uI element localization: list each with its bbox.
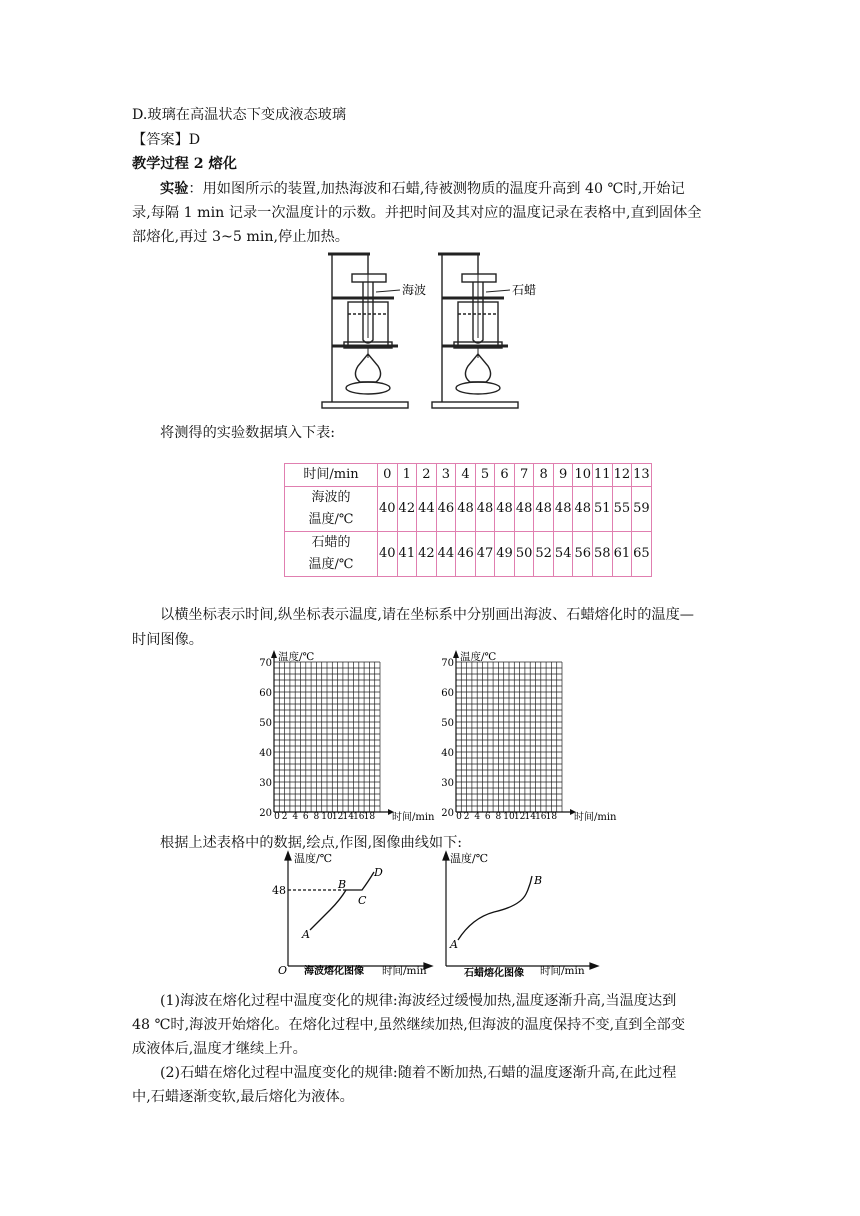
haibo-point-b: B [338, 878, 347, 891]
grid-shila-xtick: 16 [535, 812, 547, 822]
time-cell: 7 [514, 464, 534, 487]
graph-instruction-line-2: 时间图像。 [132, 632, 203, 648]
time-cell: 5 [475, 464, 495, 487]
conclusion-1-line-1: (1)海波在熔化过程中温度变化的规律:海波经过缓慢加热,温度逐渐升高,当温度达到 [160, 993, 677, 1009]
experiment-label: 实验 [160, 181, 189, 197]
grid-haibo-ytick: 30 [259, 778, 272, 789]
haibo-graph-48: 48 [272, 884, 286, 897]
section-heading: 教学过程 2 熔化 [132, 156, 237, 172]
grid-haibo-xtick: 16 [353, 812, 365, 822]
conclusion-1-line-2: 48 ℃时,海波开始熔化。在熔化过程中,虽然继续加热,但海波的温度保持不变,直到全部变 [132, 1017, 686, 1033]
conclusion-1-line-3: 成液体后,温度才继续上升。 [132, 1041, 307, 1057]
shila-melting-graph [436, 848, 608, 978]
haibo-graph-caption: 海波熔化图像 [304, 966, 364, 977]
experiment-paragraph-line-3: 部熔化,再过 3~5 min,停止加热。 [132, 229, 349, 245]
haibo-melting-graph [270, 848, 440, 978]
shila-cell: 44 [436, 532, 456, 577]
shila-cell: 54 [553, 532, 573, 577]
shila-cell: 42 [417, 532, 437, 577]
shila-cell: 50 [514, 532, 534, 577]
time-header: 时间/min [285, 464, 378, 487]
grid-shila-xtick: 0 [456, 812, 462, 822]
conclusion-2-line-2: 中,石蜡逐渐变软,最后熔化为液体。 [132, 1089, 354, 1105]
curves-intro: 根据上述表格中的数据,绘点,作图,图像曲线如下: [160, 835, 463, 851]
haibo-point-a: A [302, 928, 310, 941]
haibo-cell: 48 [573, 487, 593, 532]
grid-haibo-xtick: 18 [363, 812, 376, 822]
shila-cell: 56 [573, 532, 593, 577]
grid-shila-xlabel: 时间/min [574, 812, 617, 823]
grid-haibo-ytick: 50 [259, 718, 272, 729]
time-cell: 0 [378, 464, 398, 487]
label-haibo: 海波 [402, 283, 427, 297]
experiment-paragraph-line-2: 录,每隔 1 min 记录一次温度计的示数。并把时间及其对应的温度记录在表格中,直到固体全 [132, 205, 702, 221]
shila-cell: 46 [456, 532, 476, 577]
time-cell: 4 [456, 464, 476, 487]
haibo-point-c: C [358, 894, 367, 907]
grid-haibo-ytick: 70 [259, 658, 272, 669]
time-cell: 13 [632, 464, 652, 487]
time-cell: 6 [495, 464, 515, 487]
time-cell: 8 [534, 464, 554, 487]
grid-shila-xtick: 8 [495, 812, 502, 822]
grid-haibo-xtick: 8 [313, 812, 320, 822]
grid-haibo-xtick: 10 [321, 812, 333, 822]
haibo-cell: 48 [534, 487, 554, 532]
time-cell: 12 [612, 464, 632, 487]
shila-cell: 58 [593, 532, 613, 577]
shila-cell: 47 [475, 532, 495, 577]
option-d-text: D.玻璃在高温状态下变成液态玻璃 [132, 107, 347, 123]
shila-graph-caption: 石蜡熔化图像 [464, 968, 524, 979]
empty-grid-shila [428, 646, 617, 826]
time-cell: 10 [573, 464, 593, 487]
grid-haibo-xtick: 2 [281, 812, 288, 822]
grid-shila-ytick: 40 [441, 748, 454, 759]
haibo-cell: 48 [456, 487, 476, 532]
shila-cell: 52 [534, 532, 554, 577]
haibo-cell: 48 [553, 487, 573, 532]
shila-graph-xlabel: 时间/min [540, 965, 585, 977]
haibo-cell: 42 [397, 487, 417, 532]
shila-point-b: B [534, 874, 543, 887]
shila-header-line-1: 石蜡的 [311, 535, 351, 550]
shila-cell: 61 [612, 532, 632, 577]
time-cell: 2 [417, 464, 437, 487]
haibo-header [285, 487, 378, 532]
experiment-text: ：用如图所示的装置,加热海波和石蜡,待被测物质的温度升高到 40 ℃时,开始记 [188, 181, 685, 197]
grid-shila-ytick: 30 [441, 778, 454, 789]
haibo-graph-origin: O [278, 964, 288, 977]
time-cell: 1 [397, 464, 417, 487]
grid-haibo-ytick: 20 [259, 808, 272, 819]
grid-haibo-ytick: 40 [259, 748, 272, 759]
grid-shila-xtick: 6 [484, 812, 491, 822]
grid-haibo-ylabel: 温度/℃ [278, 651, 315, 663]
apparatus-figure [318, 248, 540, 412]
haibo-cell: 55 [612, 487, 632, 532]
grid-shila-ytick: 70 [441, 658, 454, 669]
haibo-cell: 46 [436, 487, 456, 532]
grid-shila-xtick: 10 [503, 812, 515, 822]
experiment-paragraph-line-1 [160, 178, 685, 198]
grid-shila-xtick: 2 [463, 812, 470, 822]
haibo-header-line-1: 海波的 [311, 490, 351, 505]
grid-haibo-ytick: 60 [259, 688, 272, 699]
time-cell: 3 [436, 464, 456, 487]
grid-shila-xtick: 14 [524, 812, 536, 822]
grid-shila-ytick: 60 [441, 688, 454, 699]
conclusion-2-line-1: (2)石蜡在熔化过程中温度变化的规律:随着不断加热,石蜡的温度逐渐升高,在此过程 [160, 1065, 677, 1081]
haibo-graph-ylabel: 温度/℃ [294, 852, 333, 865]
haibo-graph-xlabel: 时间/min [382, 965, 427, 977]
shila-graph-ylabel: 温度/℃ [450, 852, 489, 865]
grid-shila-xtick: 18 [545, 812, 558, 822]
time-cell: 9 [553, 464, 573, 487]
grid-haibo-xtick: 4 [292, 812, 299, 822]
shila-point-a: A [450, 938, 458, 951]
grid-shila-xtick: 12 [513, 812, 526, 822]
label-shila: 石蜡 [512, 283, 537, 297]
shila-header-line-2: 温度/℃ [308, 557, 354, 572]
grid-haibo-xtick: 6 [302, 812, 309, 822]
haibo-point-d: D [374, 866, 383, 879]
grid-shila-ylabel: 温度/℃ [460, 651, 497, 663]
shila-header [285, 532, 378, 577]
grid-haibo-xtick: 12 [331, 812, 344, 822]
shila-cell: 65 [632, 532, 652, 577]
shila-cell: 49 [495, 532, 515, 577]
graph-instruction-line-1: 以横坐标表示时间,纵坐标表示温度,请在坐标系中分别画出海波、石蜡熔化时的温度— [160, 607, 694, 623]
haibo-cell: 40 [378, 487, 398, 532]
haibo-cell: 51 [593, 487, 613, 532]
haibo-cell: 59 [632, 487, 652, 532]
shila-cell: 41 [397, 532, 417, 577]
empty-grid-haibo [246, 646, 435, 826]
grid-haibo-xtick: 14 [342, 812, 354, 822]
time-cell: 11 [593, 464, 613, 487]
answer-text: 【答案】D [132, 132, 201, 148]
haibo-cell: 44 [417, 487, 437, 532]
shila-cell: 40 [378, 532, 398, 577]
haibo-cell: 48 [495, 487, 515, 532]
table-intro: 将测得的实验数据填入下表: [160, 425, 336, 441]
haibo-cell: 48 [514, 487, 534, 532]
grid-shila-xtick: 4 [474, 812, 481, 822]
grid-shila-ytick: 20 [441, 808, 454, 819]
haibo-header-line-2: 温度/℃ [308, 512, 354, 527]
grid-shila-ytick: 50 [441, 718, 454, 729]
grid-haibo-xtick: 0 [274, 812, 280, 822]
grid-haibo-xlabel: 时间/min [392, 812, 435, 823]
data-table [284, 463, 652, 577]
haibo-cell: 48 [475, 487, 495, 532]
